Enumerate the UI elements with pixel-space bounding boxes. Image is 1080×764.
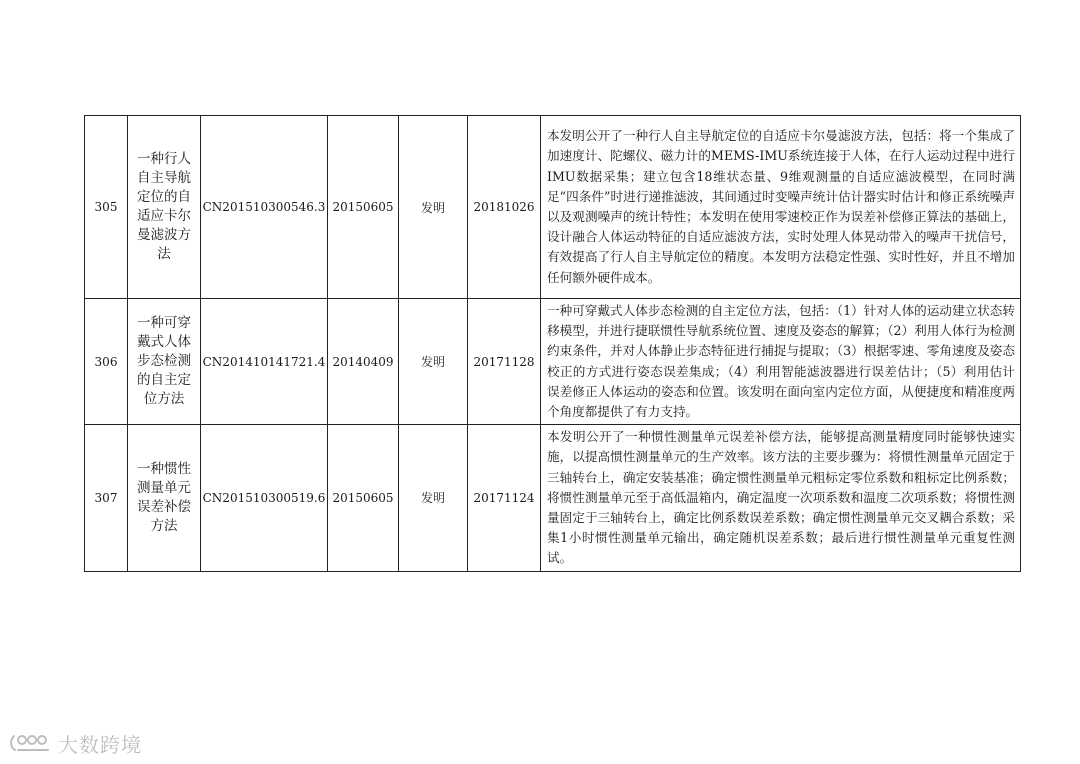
patent-abstract: 本发明公开了一种行人自主导航定位的自适应卡尔曼滤波方法，包括：将一个集成了加速度计、陀螺仪、磁力计的MEMS-IMU系统连接于人体，在行人运动过程中进行IMU数据采集；建立包含18维状态量、9维观测量的自适应滤波模型，在同时满足“四条件”时进行递推滤波，其间通过时变噪声统计估计器实时估计和修正系统噪声以及观测噪声的统计特性；本发明在使用零速校正作为误差补偿修正算法的基础上，设计融合人体运动特征的自适应滤波方法，实时处理人体晃动带入的噪声干扰信号，有效提高了行人自主导航定位的精度。本发明方法稳定性强、实时性好，并且不增加任何额外硬件成本。 [547, 128, 1015, 285]
table-row [85, 299, 1021, 425]
table-row [85, 425, 1021, 571]
patent-type: 发明 [399, 116, 468, 299]
patent-type: 发明 [399, 299, 468, 425]
patent-table [84, 115, 1021, 572]
publication-date: 20181026 [468, 116, 541, 299]
brand-logo-icon [8, 732, 52, 754]
application-date: 20150605 [328, 116, 399, 299]
table-row [85, 116, 1021, 299]
application-date: 20150605 [328, 425, 399, 571]
patent-title: 一种行人自主导航定位的自适应卡尔曼滤波方法 [137, 151, 191, 262]
watermark-text: 大数跨境 [58, 732, 142, 757]
patent-abstract: 一种可穿戴式人体步态检测的自主定位方法，包括：（1）针对人体的运动建立状态转移模型，并进行捷联惯性导航系统位置、速度及姿态的解算；（2）利用人体行为检测约束条件，并对人体静止步态特征进行捕捉与提取；（3）根据零速、零角速度及姿态校正的方式进行姿态误差集成；（4）利用智能滤波器进行误差估计；（5）利用估计误差修正人体运动的姿态和位置。该发明在面向室内定位方面，从便捷度和精准度两个角度都提供了有力支持。 [547, 303, 1015, 420]
application-number: CN201510300519.6 [201, 425, 328, 571]
abstract-cell [541, 116, 1021, 299]
application-date: 20140409 [328, 299, 399, 425]
row-index: 305 [85, 116, 128, 299]
application-number: CN201510300546.3 [201, 116, 328, 299]
publication-date: 20171124 [468, 425, 541, 571]
patent-title-cell [128, 116, 201, 299]
publication-date: 20171128 [468, 299, 541, 425]
patent-title-cell [128, 425, 201, 571]
row-index: 306 [85, 299, 128, 425]
abstract-cell [541, 425, 1021, 571]
patent-table-page [84, 115, 1015, 572]
application-number: CN201410141721.4 [201, 299, 328, 425]
patent-title: 一种惯性测量单元误差补偿方法 [137, 460, 191, 534]
patent-type: 发明 [399, 425, 468, 571]
abstract-cell [541, 299, 1021, 425]
watermark [8, 730, 142, 756]
patent-title: 一种可穿戴式人体步态检测的自主定位方法 [137, 315, 191, 408]
patent-abstract: 本发明公开了一种惯性测量单元误差补偿方法，能够提高测量精度同时能够快速实施，以提高惯性测量单元的生产效率。该方法的主要步骤为：将惯性测量单元固定于三轴转台上，确定安装基准；确定惯性测量单元粗标定零位系数和粗标定比例系数；将惯性测量单元至于高低温箱内，确定温度一次项系数和温度二次项系数；将惯性测量固定于三轴转台上，确定比例系数误差系数；确定惯性测量单元交叉耦合系数；采集1小时惯性测量单元输出，确定随机误差系数；最后进行惯性测量单元重复性测试。 [547, 429, 1015, 566]
row-index: 307 [85, 425, 128, 571]
patent-title-cell [128, 299, 201, 425]
